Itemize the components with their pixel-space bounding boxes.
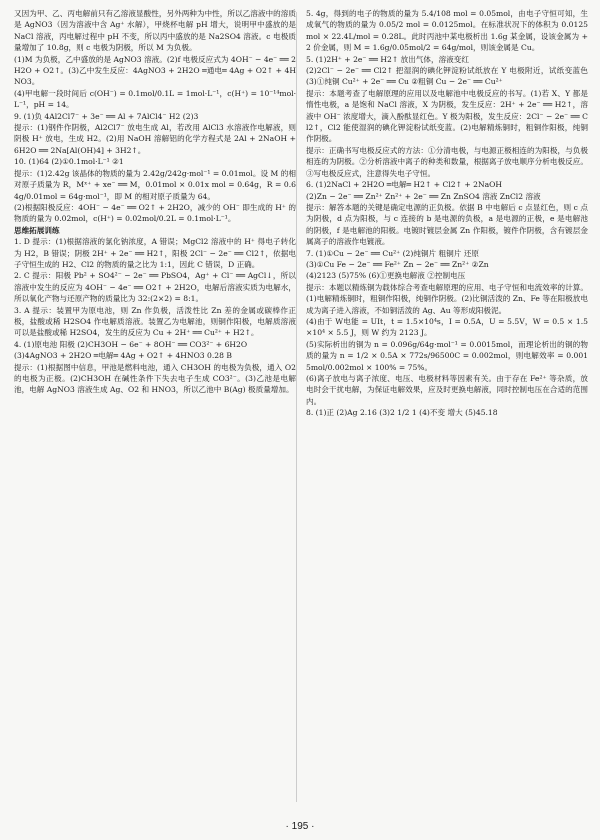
right-column-paragraph: 5. (1)2H⁺ + 2e⁻ ══ H2↑ 放出气体，溶液变红 (306, 54, 469, 64)
left-column-paragraph: 1. D 提示：(1)根据溶液的氯化钠浓度，A 错误；MgCl2 溶液中的 H⁺ 得电子转化为 H2，B 错误；阴极 2H⁺ + 2e⁻ ══ H2↑，阳极 2Cl⁻ − 2e⁻ ══ Cl2↑，依据电子守恒生成的 H2、Cl2 的物质的量之比为 1:1，因此 C 错误，D 正确。 (14, 237, 296, 269)
right-column-paragraph: 提示：解答本题的关键是确定电源的正负极。依据 B 中电解后 c 点显红色，则 c 点为阴极，d 点为阳极，与 c 连接的 b 是电源的负极，a 是电源的正极，e 是电解池的阴极，f 是电解池的阳极。电镀时镀层金属 Zn 作阳极，镀件作阴极，含有镀层金属离子的溶液作电镀液。 (306, 202, 588, 247)
right-column-paragraph: 5. 4g，得到的电子的物质的量为 5.4/108 mol = 0.05mol，由电子守恒可知，生成氧气的物质的量为 0.05/2 mol = 0.0125mol。在标准状况下的体积为 0.0125mol × 22.4L/mol = 0.28L。此时丙池中某电极析出 1.6g 某金属，设该金属为 +2 价金属，则 M = 1.6g/0.05mol/2 = 64g/mol，则该金属是 Cu。 (306, 9, 588, 53)
left-column-paragraph: 9. (1)负 4Al2Cl7⁻ + 3e⁻ ══ Al + 7AlCl4⁻ H2 (2)3 (14, 111, 199, 121)
right-column-paragraph: (6)离子放电与离子浓度、电压、电极材料等因素有关。由于存在 Fe²⁺ 等杂质，放电时会干扰电解，为保证电解效果，应及时更换电解液，同时控制电压在合适的范围内。 (306, 374, 588, 406)
left-column-paragraph: 提示：(1)钢件作阴极，Al2Cl7⁻ 放电生成 Al，若改用 AlCl3 水溶液作电解液，则阴极 H⁺ 放电，生成 H2。(2)用 NaOH 溶解铝的化学方程式是 2Al + 2NaOH + 6H2O ══ 2Na[Al(OH)4] + 3H2↑。 (14, 123, 296, 155)
left-column-paragraph: 4. (1)原电池 阳极 (2)CH3OH − 6e⁻ + 8OH⁻ ══ CO3²⁻ + 6H2O (14, 339, 248, 349)
left-column-paragraph: (2)根据阳极反应：4OH⁻ − 4e⁻ ══ O2↑ + 2H2O，减少的 OH⁻ 即生成的 H⁺ 的物质的量为 0.02mol，c(H⁺) = 0.02mol/0.2L = 0.1mol·L⁻¹。 (14, 202, 296, 224)
right-column (306, 8, 588, 808)
left-column-paragraph: (3)4AgNO3 + 2H2O ═电解═ 4Ag + O2↑ + 4HNO3 0.28 B (14, 351, 232, 361)
right-column-paragraph: 提示：正确书写电极反应式的方法：①分清电极，与电源正极相连的为阳极，与负极相连的为阴极。②分析溶液中离子的种类和数量，根据离子放电顺序分析电极反应。③写电极反应式，注意得失电子守恒。 (306, 145, 588, 178)
right-column-paragraph: 7. (1)①Cu − 2e⁻ ══ Cu²⁺ (2)纯铜片 粗铜片 还原 (306, 248, 479, 258)
right-column-paragraph: 6. (1)2NaCl + 2H2O ═电解═ H2↑ + Cl2↑ + 2NaOH (306, 180, 502, 190)
left-column-paragraph: 2. C 提示：阳极 Pb² + SO4²⁻ − 2e⁻ ══ PbSO4，Ag⁺ + Cl⁻ ══ AgCl↓，所以溶液中发生的反应为 4OH⁻ − 4e⁻ ══ O2↑ + 2H2O，电解后溶液实质为电解水，所以氧化产物与还原产物的质量比为 32:(2×2) = 8:1。 (14, 271, 296, 304)
right-column-paragraph: (4)由于 W电能 = UIt，t = 1.5×10⁴s，I = 0.5A，U = 5.5V，W = 0.5 × 1.5×10⁴ × 5.5 J，则 W 约为 2123 J。 (306, 316, 588, 338)
right-column-paragraph: (2)Zn − 2e⁻ ══ Zn²⁺ Zn²⁺ + 2e⁻ ══ Zn ZnSO4 溶液 ZnCl2 溶液 (306, 191, 541, 201)
right-column-paragraph: (5)实际析出的铜为 n = 0.096g/64g·mol⁻¹ = 0.0015mol，而理论析出的铜的物质的量为 n = 1/2 × 0.5A × 772s/96500C = 0.002mol，则电解效率 = 0.0015mol/0.002mol × 100% = 75%。 (306, 339, 588, 372)
left-column-paragraph: (4)甲电解一段时间后 c(OH⁻) = 0.1mol/0.1L = 1mol·L⁻¹，c(H⁺) = 10⁻¹⁴mol·L⁻¹，pH = 14。 (14, 88, 296, 110)
right-column-paragraph: 8. (1)正 (2)Ag 2.16 (3)2 1/2 1 (4)不变 增大 (5)45.18 (306, 408, 498, 418)
left-column-paragraph: 提示：(1)根据图中信息，甲池是燃料电池，通入 CH3OH 的电极为负极，通入 O2 的电极为正极。(2)CH3OH 在碱性条件下失去电子生成 CO3²⁻。(3)乙池是电解池，电解 AgNO3 溶液生成 Ag、O2 和 HNO3，所以乙池中 B(Ag) 极质量增加。 (14, 362, 296, 395)
left-column-paragraph: 提示：(1)2.42g 该晶体的物质的量为 2.42g/242g·mol⁻¹ = 0.01mol。设 M 的相对原子质量为 R，Mˣ⁺ + xe⁻ ══ M，0.01mol × 0.01x mol = 0.64g，R = 0.64g/0.01mol = 64g·mol⁻¹，即 M 的相对原子质量为 64。 (14, 168, 296, 201)
left-column (14, 8, 296, 808)
right-column-paragraph: (3)①Cu Fe − 2e⁻ ══ Fe²⁺ Zn − 2e⁻ ══ Zn²⁺ ②Zn (306, 259, 489, 269)
right-column-paragraph: (4)2123 (5)75% (6)①更换电解液 ②控制电压 (306, 271, 466, 281)
left-column-paragraph: 10. (1)64 (2)①0.1mol·L⁻¹ ②1 (14, 157, 124, 167)
left-column-paragraph: 3. A 提示：装置甲为原电池，则 Zn 作负极，活泼性比 Zn 差的金属或碳棒作正极，盐酸或稀 H2SO4 作电解质溶液。装置乙为电解池，则铜作阳极，电解质溶液可以是盐酸或稀 H2SO4，发生的反应为 Cu + 2H⁺ ══ Cu²⁺ + H2↑。 (14, 305, 296, 338)
right-column-paragraph: (2)2Cl⁻ − 2e⁻ ══ Cl2↑ 把湿润的碘化钾淀粉试纸放在 Y 电极附近，试纸变蓝色 (3)①纯铜 Cu²⁺ + 2e⁻ ══ Cu ②粗铜 Cu − 2e⁻ ══ Cu²⁺ (306, 66, 588, 87)
right-column-paragraph: 提示：本题以精炼铜为载体综合考查电解原理的应用、电子守恒和电流效率的计算。(1)电解精炼铜时，粗铜作阳极，纯铜作阴极。(2)比铜活泼的 Zn、Fe 等在阳极放电成为离子进入溶液，不如铜活泼的 Ag、Au 等形成阳极泥。 (306, 282, 588, 315)
column-divider (296, 12, 297, 802)
page-number: · 195 · (285, 821, 315, 832)
left-column-paragraph: 思维拓展训练 (14, 225, 60, 235)
left-column-paragraph: 又因为甲、乙、丙电解前只有乙溶液显酸性，另外两种为中性，所以乙溶液中的溶质是 AgNO3（因为溶液中含 Ag⁺ 水解），甲烧杯电解 pH 增大，说明甲中盛放的是 NaCl 溶液，丙电解过程中 pH 不变，所以丙中盛放的是 Na2SO4 溶液。c 电极质量增加了 10.8g，则 c 电极为阴极，所以 M 为负极。 (14, 9, 296, 53)
right-column-paragraph: 提示：本题考查了电解原理的应用以及电解池中电极反应的书写。(1)若 X、Y 都是惰性电极，a 是饱和 NaCl 溶液，X 为阴极，发生反应：2H⁺ + 2e⁻ ══ H2↑，溶液中 OH⁻ 浓度增大，滴入酚酞显红色。Y 极为阳极，发生反应：2Cl⁻ − 2e⁻ ══ Cl2↑，Cl2 能使湿润的碘化钾淀粉试纸变蓝。(2)电解精炼铜时，粗铜作阳极，纯铜作阴极。 (306, 88, 588, 144)
left-column-paragraph: (1)M 为负极，乙中盛放的是 AgNO3 溶液。(2)f 电极反应式为 4OH⁻ − 4e⁻ ══ 2H2O + O2↑。(3)乙中发生反应：4AgNO3 + 2H2O ═通电═ 4Ag + O2↑ + 4HNO3。 (14, 54, 296, 87)
